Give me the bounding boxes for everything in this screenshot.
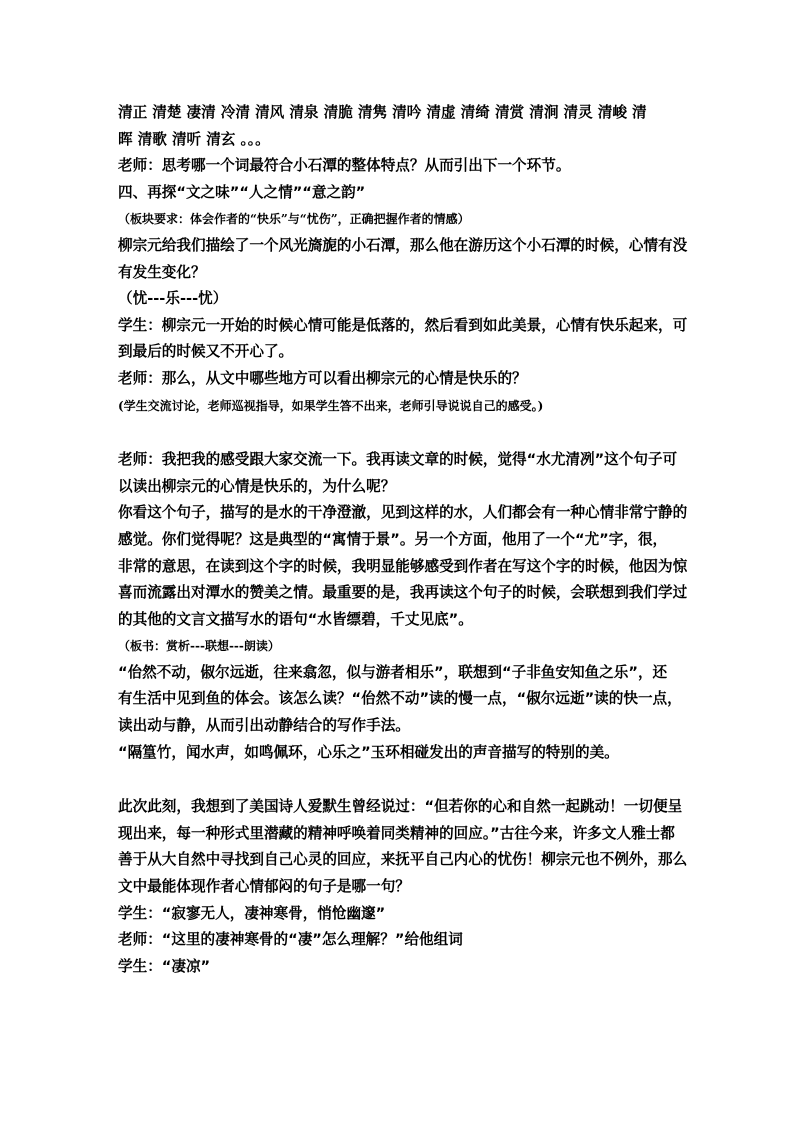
text-line: 喜而流露出对潭水的赞美之情。最重要的是，我再读这个句子的时候，会联想到我们学过 — [118, 584, 688, 602]
text-line: 现出来，每一种形式里潜藏的精神呼唤着同类精神的回应。”古往今来，许多文人雅士都 — [118, 824, 675, 842]
text-line: （忧---乐---忧） — [118, 290, 228, 308]
note-line: (学生交流讨论，老师巡视指导，如果学生答不出来，老师引导说说自己的感受。) — [118, 398, 544, 413]
text-line: 善于从大自然中寻找到自己心灵的回应，来抚平自己内心的忧伤！柳宗元也不例外，那么 — [118, 851, 688, 869]
text-line: 晖 清歌 清听 清玄 。。。 — [118, 130, 270, 148]
blank-line — [118, 766, 680, 794]
section-heading: 四、再探“文之味”“人之情”“意之韵” — [118, 183, 366, 201]
text-line: 学生：柳宗元一开始的时候心情可能是低落的，然后看到如此美景，心情有快乐起来，可 — [118, 316, 688, 334]
text-line: 到最后的时候又不开心了。 — [118, 343, 294, 361]
note-line: （板书：赏析---联想---朗读） — [118, 639, 280, 654]
blank-line — [118, 419, 680, 447]
text-line: 老师：思考哪一个词最符合小石潭的整体特点？从而引出下一个环节。 — [118, 157, 571, 175]
note-line: （板块要求：体会作者的“快乐”与“忧伤”，正确把握作者的情感） — [118, 212, 470, 227]
text-line: 有生活中见到鱼的体会。该怎么读？“佁然不动”读的慢一点，“俶尔远逝”读的快一点， — [118, 690, 682, 708]
text-line: 你看这个句子，描写的是水的干净澄澈，见到这样的水，人们都会有一种心情非常宁静的 — [118, 504, 688, 522]
text-line: 读出动与静，从而引出动静结合的写作手法。 — [118, 717, 410, 735]
text-line: 学生：“凄凉” — [118, 957, 211, 975]
document-page — [118, 100, 688, 980]
text-line: 老师：“这里的凄神寒骨的“凄”怎么理解？”给他组词 — [118, 931, 463, 949]
text-line: 文中最能体现作者心情郁闷的句子是哪一句？ — [118, 878, 410, 896]
text-line: 的其他的文言文描写水的语句“水皆缥碧，千丈见底”。 — [118, 610, 473, 628]
text-line: 学生：“寂寥无人，凄神寒骨，悄怆幽邃” — [118, 904, 386, 922]
text-line: 此次此刻，我想到了美国诗人爱默生曾经说过：“但若你的心和自然一起跳动！一切便呈 — [118, 798, 683, 816]
text-line: 老师：我把我的感受跟大家交流一下。我再读文章的时候，觉得“水尤清冽”这个句子可 — [118, 451, 678, 469]
text-line: “佁然不动，俶尔远逝，往来翕忽，似与游者相乐”，联想到“子非鱼安知鱼之乐”，还 — [118, 663, 668, 681]
text-line: 感觉。你们觉得呢？这是典型的“寓情于景”。另一个方面，他用了一个“尤”字，很， — [118, 530, 668, 548]
text-line: 非常的意思，在读到这个字的时候，我明显能够感受到作者在写这个字的时候，他因为惊 — [118, 557, 688, 575]
text-line: “隔篁竹，闻水声，如鸣佩环，心乐之”玉环相碰发出的声音描写的特别的美。 — [118, 743, 619, 761]
text-line: 清正 清楚 凄清 冷清 清风 清泉 清脆 清隽 清吟 清虚 清绮 清赏 清涧 清灵 清峻 清 — [118, 104, 647, 121]
text-line: 以读出柳宗元的心情是快乐的，为什么呢？ — [118, 477, 396, 495]
text-line: 有发生变化？ — [118, 263, 206, 281]
text-line: 柳宗元给我们描绘了一个风光旖旎的小石潭，那么他在游历这个小石潭的时候，心情有没 — [118, 236, 688, 254]
text-line: 老师：那么，从文中哪些地方可以看出柳宗元的心情是快乐的？ — [118, 369, 527, 387]
